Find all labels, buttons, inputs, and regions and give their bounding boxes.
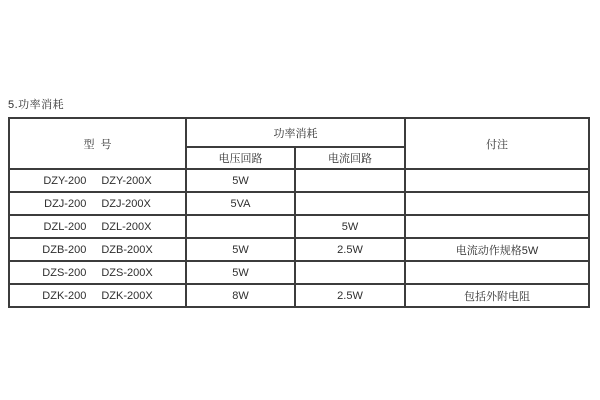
model-cell	[9, 215, 186, 238]
model-pair	[42, 244, 152, 256]
voltage-cell: 5W	[186, 238, 295, 261]
table-row	[9, 284, 589, 307]
model-name: DZY-200X	[101, 174, 152, 187]
col-header-power-group: 功率消耗	[186, 118, 405, 147]
model-cell	[9, 261, 186, 284]
model-pair	[44, 221, 152, 233]
model-name: DZL-200X	[101, 220, 152, 233]
note-cell	[405, 192, 589, 215]
power-consumption-table	[8, 117, 590, 308]
model-pair	[44, 198, 151, 210]
note-cell	[405, 169, 589, 192]
col-header-current-circuit: 电流回路	[295, 147, 405, 169]
model-name: DZY-200	[43, 174, 87, 187]
voltage-cell: 5W	[186, 169, 295, 192]
model-name: DZK-200	[42, 289, 87, 302]
model-cell	[9, 238, 186, 261]
note-cell	[405, 261, 589, 284]
model-name: DZK-200X	[101, 289, 153, 302]
note-cell	[405, 215, 589, 238]
model-name: DZJ-200X	[101, 197, 151, 210]
model-name: DZJ-200	[44, 197, 87, 210]
voltage-cell: 5VA	[186, 192, 295, 215]
note-cell: 电流动作规格5W	[405, 238, 589, 261]
note-cell: 包括外附电阻	[405, 284, 589, 307]
col-header-voltage-circuit: 电压回路	[186, 147, 295, 169]
voltage-cell: 5W	[186, 261, 295, 284]
current-cell	[295, 169, 405, 192]
current-cell	[295, 261, 405, 284]
model-pair	[42, 290, 152, 302]
header-row-top	[9, 118, 589, 147]
model-cell	[9, 192, 186, 215]
current-cell: 2.5W	[295, 284, 405, 307]
model-cell	[9, 284, 186, 307]
voltage-cell: 8W	[186, 284, 295, 307]
current-cell: 2.5W	[295, 238, 405, 261]
model-name: DZB-200X	[101, 243, 153, 256]
table-row	[9, 215, 589, 238]
table-row	[9, 238, 589, 261]
col-header-model: 型 号	[9, 118, 186, 169]
model-name: DZB-200	[42, 243, 87, 256]
current-cell	[295, 192, 405, 215]
table-row	[9, 169, 589, 192]
col-header-notes: 付注	[405, 118, 589, 169]
model-pair	[43, 175, 151, 187]
table-row	[9, 192, 589, 215]
section-heading: 5.功率消耗	[8, 99, 65, 111]
model-name: DZL-200	[43, 220, 87, 233]
voltage-cell	[186, 215, 295, 238]
current-cell: 5W	[295, 215, 405, 238]
model-name: DZS-200X	[101, 266, 153, 279]
model-name: DZS-200	[42, 266, 87, 279]
model-cell	[9, 169, 186, 192]
model-pair	[42, 267, 152, 279]
table-row	[9, 261, 589, 284]
